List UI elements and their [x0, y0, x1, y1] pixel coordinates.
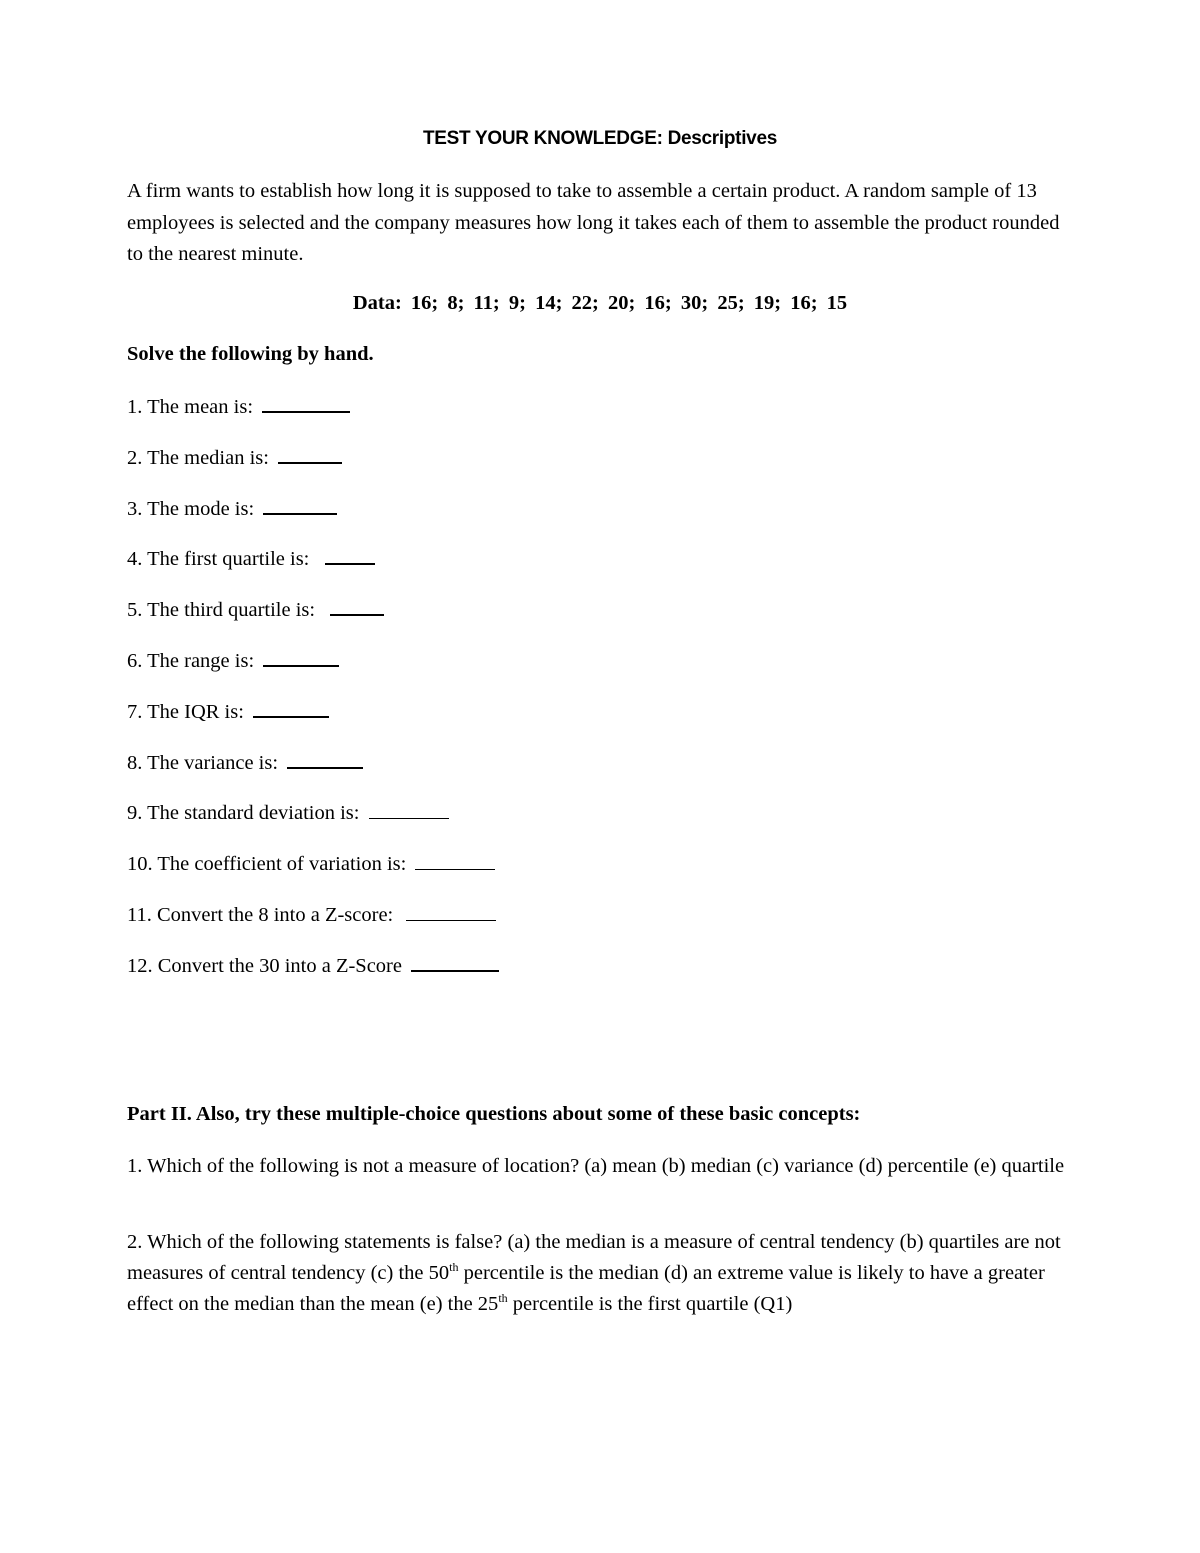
- intro-paragraph: A firm wants to establish how long it is supposed to take to assemble a certain product. A random sample of 13 employees is selected and the company measures how long it takes each of them to assemble the product rounded to the nearest minute.: [127, 180, 1060, 265]
- question-item: [127, 392, 499, 443]
- answer-blank[interactable]: [415, 851, 495, 870]
- question-text: 10. The coefficient of variation is:: [127, 853, 407, 876]
- question-item: [127, 849, 499, 900]
- question-text: 1. The mean is:: [127, 396, 254, 418]
- answer-blank[interactable]: [253, 698, 329, 718]
- question-item: [127, 544, 499, 595]
- answer-blank[interactable]: [263, 647, 339, 667]
- mcq2-sup-a: th: [449, 1260, 459, 1275]
- question-text: 7. The IQR is:: [127, 700, 244, 723]
- question-text: 4. The first quartile is:: [127, 548, 310, 571]
- mcq-question-1: 1. Which of the following is not a measure of location? (a) mean (b) median (c) variance (d) percentile (e) quartile: [127, 1155, 1065, 1177]
- question-item: [127, 595, 499, 646]
- answer-blank[interactable]: [278, 444, 342, 464]
- question-item: [127, 646, 499, 697]
- answer-blank[interactable]: [406, 902, 496, 921]
- solve-heading: Solve the following by hand.: [127, 343, 374, 365]
- question-item: [127, 697, 499, 748]
- question-item: [127, 951, 499, 1002]
- question-item: [127, 900, 499, 951]
- question-text: 3. The mode is:: [127, 497, 255, 520]
- answer-blank[interactable]: [369, 800, 449, 819]
- data-line: Data: 16; 8; 11; 9; 14; 22; 20; 16; 30; 25; 19; 16; 15: [352, 292, 848, 314]
- question-text: 9. The standard deviation is:: [127, 802, 360, 825]
- mcq2-text-c: percentile is the first quartile (Q1): [507, 1293, 793, 1315]
- mcq2-text-b: percentile is the median (d) an extreme value is likely to have a greater effect on the median than the mean (e) the 25: [127, 1262, 1045, 1315]
- answer-blank[interactable]: [330, 596, 384, 616]
- answer-blank[interactable]: [287, 749, 363, 769]
- question-text: 12. Convert the 30 into a Z-Score: [127, 954, 402, 977]
- mcq2-sup-b: th: [498, 1291, 508, 1306]
- question-item: [127, 443, 499, 494]
- question-item: [127, 494, 499, 545]
- answer-blank[interactable]: [325, 545, 375, 565]
- page-title: TEST YOUR KNOWLEDGE: Descriptives: [423, 128, 777, 149]
- question-item: [127, 748, 499, 799]
- mcq2-text-a: 2. Which of the following statements is false? (a) the median is a measure of central tendency (b) quartiles are not measures of central tendency (c) the 50: [127, 1231, 1061, 1284]
- question-text: 2. The median is:: [127, 446, 269, 469]
- answer-blank[interactable]: [262, 393, 350, 413]
- mcq-question-2: [127, 1227, 1072, 1320]
- question-text: 8. The variance is:: [127, 751, 279, 774]
- question-text: 11. Convert the 8 into a Z-score:: [127, 903, 394, 926]
- question-item: [127, 798, 499, 849]
- answer-blank[interactable]: [411, 952, 499, 972]
- question-text: 5. The third quartile is:: [127, 599, 316, 622]
- question-list: [127, 392, 499, 1002]
- answer-blank[interactable]: [263, 495, 337, 515]
- question-text: 6. The range is:: [127, 649, 255, 672]
- part2-heading: Part II. Also, try these multiple-choice questions about some of these basic concepts:: [127, 1103, 861, 1125]
